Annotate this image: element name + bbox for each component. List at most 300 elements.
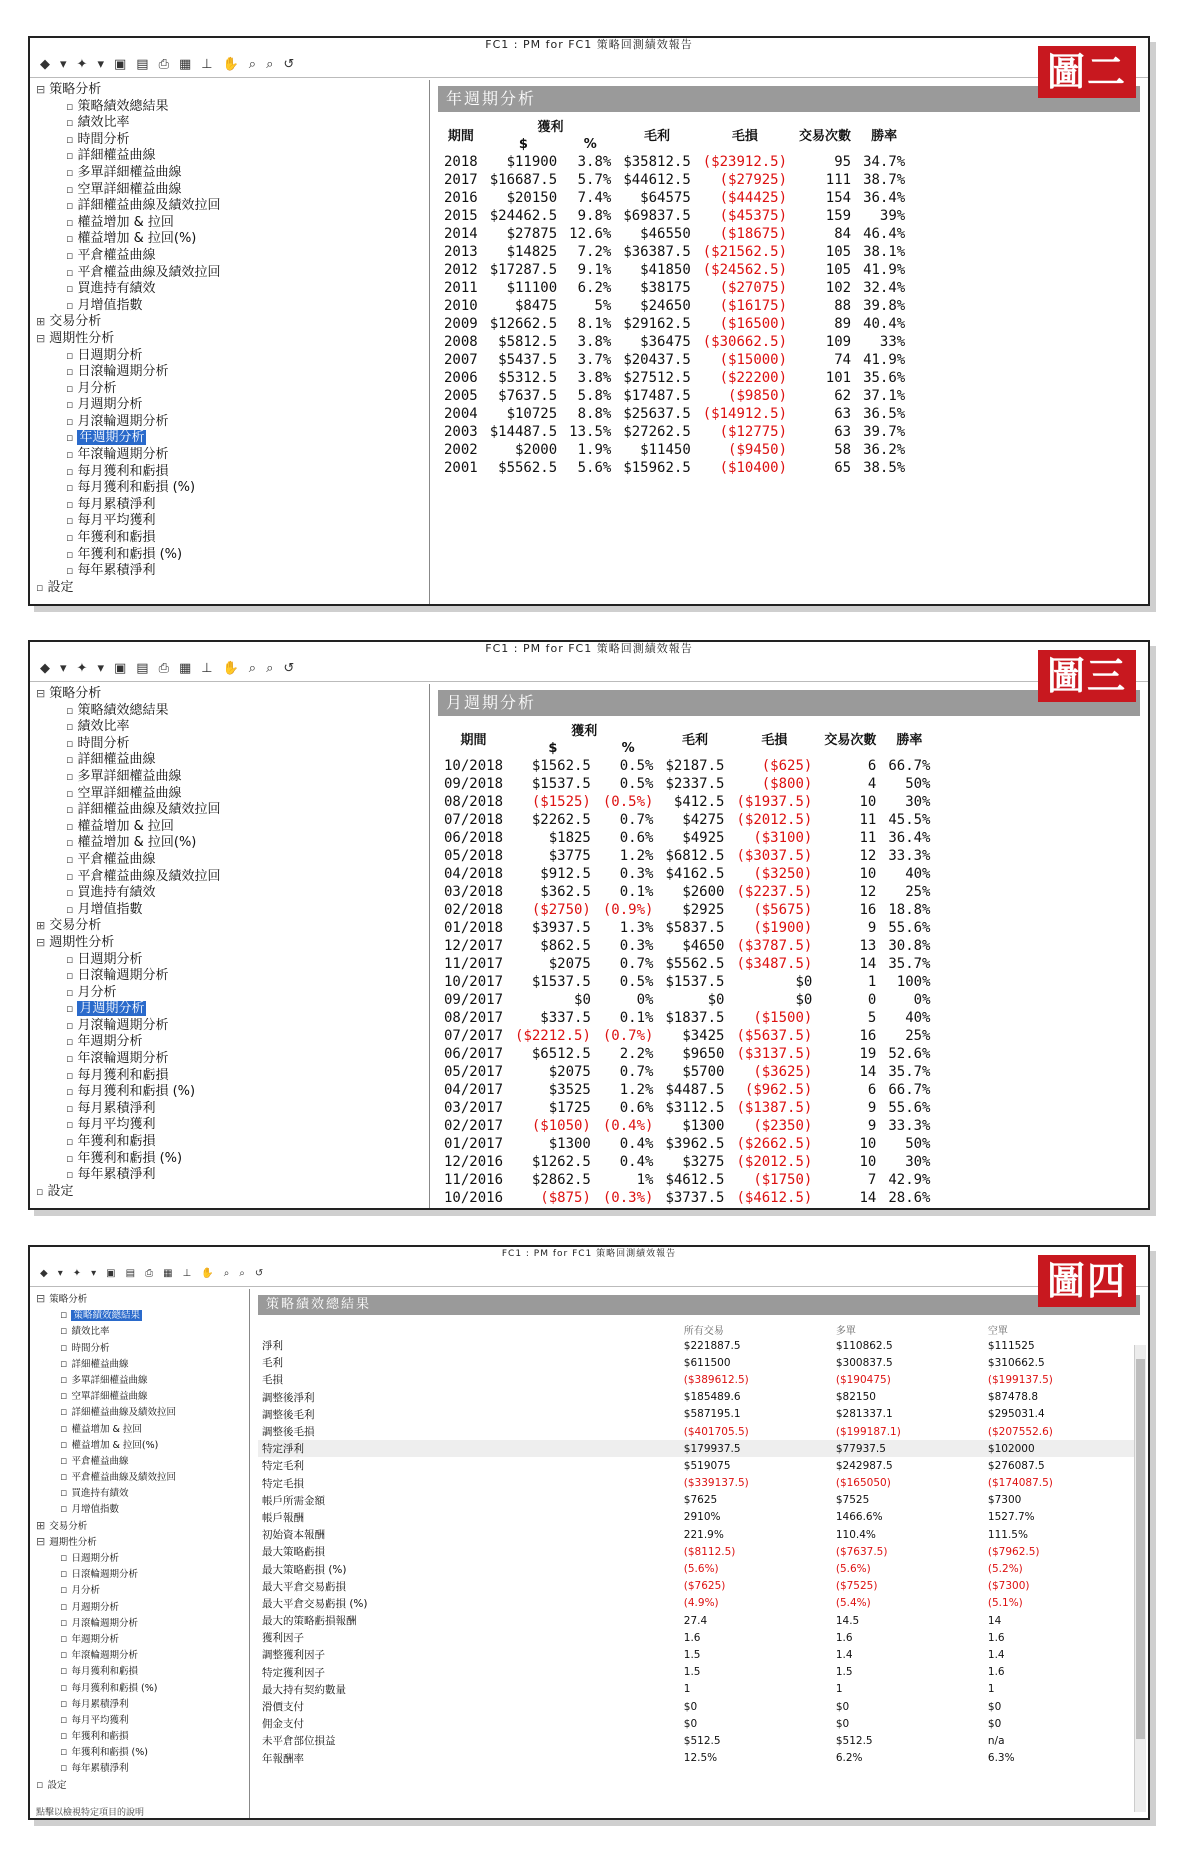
report-icon: ▫: [66, 703, 74, 717]
split-icon[interactable]: ⊥: [201, 57, 213, 72]
tree-node[interactable]: [36, 1534, 249, 1550]
tree-node[interactable]: [36, 348, 429, 365]
panel-title: 年週期分析: [438, 86, 1140, 112]
cell-trades: 58: [834, 442, 852, 458]
cell-pct: 0.3%: [619, 938, 654, 954]
tree-node-label: 年滾輪週期分析: [77, 1051, 169, 1067]
tree-node[interactable]: [36, 82, 429, 99]
expand-icon: ⊞: [36, 315, 46, 329]
table-row: [438, 333, 911, 351]
tree-node-label: 平倉權益曲線: [77, 247, 156, 263]
tree-node[interactable]: [36, 1034, 429, 1051]
tree-node-label: 每月累積淨利: [71, 1698, 129, 1710]
report-icon: ▫: [66, 381, 74, 395]
cell-win-rate: 36.4%: [863, 190, 906, 206]
report-window-yearly: [28, 36, 1150, 606]
tree-node[interactable]: [36, 1151, 429, 1168]
tree-node-label: 詳細權益曲線及績效拉回: [77, 198, 221, 214]
tree-node[interactable]: [36, 248, 429, 265]
cell-pct: 8.1%: [577, 316, 612, 332]
tree-node[interactable]: [36, 182, 429, 199]
tree-node[interactable]: [36, 1437, 249, 1453]
period-table: [438, 116, 911, 477]
split-icon[interactable]: ⊥: [182, 1268, 192, 1279]
tree-node-label: 年滾輪週期分析: [77, 447, 169, 463]
report-icon: ▫: [66, 769, 74, 783]
table-row: [438, 757, 937, 775]
tree-node[interactable]: [36, 835, 429, 852]
cell-pct: 1.2%: [619, 848, 654, 864]
cell-period: 05/2017: [444, 1064, 504, 1080]
tree-node[interactable]: [36, 1680, 249, 1696]
report-icon: ▫: [66, 1151, 74, 1165]
tree-node-label: 策略分析: [49, 686, 102, 701]
tree-node[interactable]: [36, 686, 429, 703]
cell-gross-profit: $5700: [682, 1064, 725, 1080]
tree-node[interactable]: [36, 298, 429, 315]
tree-node[interactable]: [36, 802, 429, 819]
tree-node[interactable]: [36, 1184, 429, 1201]
zoom-out-icon[interactable]: ⌕: [266, 57, 274, 72]
cell-pct: 0.4%: [619, 1136, 654, 1152]
cell-trades: 89: [834, 316, 852, 332]
report-icon: ▫: [66, 1085, 74, 1099]
tree-node[interactable]: [36, 918, 429, 935]
metric-label: 調整後毛損: [262, 1426, 315, 1439]
dropdown-icon[interactable]: ▾: [97, 57, 104, 72]
tree-node[interactable]: [36, 1599, 249, 1615]
refresh-icon[interactable]: ↺: [283, 661, 295, 676]
tree-node[interactable]: [36, 968, 429, 985]
back-icon[interactable]: ◆: [40, 1268, 48, 1279]
column-header: 所有交易: [683, 1325, 724, 1337]
tree-node[interactable]: [36, 148, 429, 165]
cell-gross-profit: $4650: [682, 938, 725, 954]
expand-icon: ▫: [36, 1777, 44, 1791]
cell-period: 2010: [444, 298, 478, 314]
tree-node[interactable]: [36, 231, 429, 248]
toolbar: [30, 1261, 1148, 1287]
tree-node[interactable]: [36, 1469, 249, 1485]
hand-icon[interactable]: ✋: [222, 57, 239, 72]
tree-node-label: 月週期分析: [77, 397, 143, 413]
tree-node[interactable]: [36, 1760, 249, 1776]
tree-node[interactable]: [36, 165, 429, 182]
tree-node[interactable]: [36, 1615, 249, 1631]
tree-node[interactable]: [36, 265, 429, 282]
export-icon[interactable]: ▦: [178, 661, 192, 676]
report-icon: ▫: [66, 265, 74, 279]
metric-value: (5.6%): [683, 1563, 719, 1576]
report-icon: ▫: [66, 431, 74, 445]
report-icon: ▫: [66, 1068, 74, 1082]
copy-icon[interactable]: ▤: [136, 57, 149, 72]
cell-period: 08/2017: [444, 1010, 504, 1026]
forward-icon[interactable]: ✦: [72, 1268, 82, 1279]
tree-node-label: 設定: [47, 1183, 74, 1199]
cell-gross-profit: $3737.5: [665, 1190, 725, 1206]
tree-node[interactable]: [36, 1744, 249, 1760]
tree-node[interactable]: [36, 580, 429, 597]
tree-node[interactable]: [36, 703, 429, 720]
tree-node[interactable]: [36, 497, 429, 514]
tree-node[interactable]: [36, 563, 429, 580]
tree-node[interactable]: [36, 1485, 249, 1501]
tree-node[interactable]: [36, 198, 429, 215]
back-icon[interactable]: ◆: [40, 57, 50, 72]
tree-node[interactable]: [36, 364, 429, 381]
cell-win-rate: 41.9%: [863, 352, 906, 368]
cell-trades: 84: [834, 226, 852, 242]
tree-node[interactable]: [36, 1084, 429, 1101]
metric-value: 1.4: [835, 1648, 853, 1661]
table-row: [438, 865, 937, 883]
cell-trades: 63: [834, 406, 852, 422]
tree-node[interactable]: [36, 786, 429, 803]
forward-icon[interactable]: ✦: [76, 57, 88, 72]
tree-node[interactable]: [36, 1518, 249, 1534]
tree-node[interactable]: [36, 115, 429, 132]
cell-gross-profit: $17487.5: [623, 388, 691, 404]
metric-value: 1.6: [683, 1631, 701, 1644]
tree-node[interactable]: [36, 1068, 429, 1085]
tree-node[interactable]: [36, 215, 429, 232]
tree-node[interactable]: [36, 736, 429, 753]
summary-row: [258, 1698, 1140, 1715]
summary-row: [258, 1560, 1140, 1577]
cell-gross-loss: ($962.5): [744, 1082, 813, 1098]
tree-node[interactable]: [36, 381, 429, 398]
tree-node[interactable]: [36, 1566, 249, 1582]
cell-gross-loss: ($9850): [728, 388, 788, 404]
cell-win-rate: 40%: [905, 1010, 931, 1026]
tree-node-label: 月滾輪週期分析: [77, 1017, 169, 1033]
dropdown-icon[interactable]: ▾: [60, 57, 67, 72]
tree-node[interactable]: [36, 1323, 249, 1339]
cell-gross-profit: $6812.5: [665, 848, 725, 864]
back-icon[interactable]: ◆: [40, 661, 50, 676]
cell-win-rate: 34.7%: [863, 154, 906, 170]
report-icon: ▫: [60, 1648, 68, 1662]
tree-node[interactable]: [36, 513, 429, 530]
tree-node[interactable]: [36, 1356, 249, 1372]
metric-value: $281337.1: [835, 1408, 893, 1421]
copy-icon[interactable]: ▤: [125, 1268, 136, 1279]
cell-trades: 12: [859, 848, 877, 864]
print-icon[interactable]: ⎙: [158, 57, 169, 72]
tree-node[interactable]: [36, 430, 429, 447]
cell-profit: $912.5: [540, 866, 591, 882]
print-icon[interactable]: ⎙: [158, 661, 169, 676]
cell-pct: 5%: [594, 298, 612, 314]
tree-node[interactable]: [36, 985, 429, 1002]
print-icon[interactable]: ⎙: [145, 1268, 154, 1279]
vertical-scrollbar[interactable]: [1134, 1345, 1146, 1812]
cell-gross-loss: ($1937.5): [736, 794, 813, 810]
metric-value: $102000: [988, 1440, 1140, 1457]
cell-period: 07/2018: [444, 812, 504, 828]
tree-node[interactable]: [36, 1167, 429, 1184]
cell-pct: 2.2%: [619, 1046, 654, 1062]
cell-profit: $8475: [515, 298, 558, 314]
report-icon: ▫: [60, 1551, 68, 1564]
metric-value: 1.5: [683, 1648, 701, 1661]
tree-node[interactable]: [36, 1117, 429, 1134]
tree-node[interactable]: [36, 414, 429, 431]
tree-node[interactable]: [36, 1291, 249, 1307]
export-icon[interactable]: ▦: [178, 57, 192, 72]
export-icon[interactable]: ▦: [163, 1268, 173, 1279]
tree-node-label: 每年累積淨利: [77, 1167, 156, 1183]
cell-period: 10/2016: [444, 1190, 504, 1206]
metric-value: $587195.1: [683, 1408, 741, 1421]
tree-node-label: 每月平均獲利: [77, 1117, 156, 1133]
tree-node[interactable]: [36, 281, 429, 298]
table-row: [438, 297, 911, 315]
report-icon: ▫: [66, 481, 74, 495]
tree-node[interactable]: [36, 1388, 249, 1404]
tree-node-label: 空單詳細權益曲線: [77, 181, 182, 197]
tree-node[interactable]: [36, 935, 429, 952]
cell-period: 2001: [444, 460, 478, 476]
cell-period: 06/2018: [444, 830, 504, 846]
split-icon[interactable]: ⊥: [201, 661, 213, 676]
cell-period: 11/2017: [444, 956, 504, 972]
cell-period: 2009: [444, 316, 478, 332]
cell-profit: ($1525): [531, 794, 591, 810]
tree-node[interactable]: [36, 819, 429, 836]
tree-node[interactable]: [36, 1307, 249, 1323]
tree-node-label: 年獲利和虧損 (%): [77, 1150, 183, 1166]
forward-icon[interactable]: ✦: [76, 661, 88, 676]
tree-node[interactable]: [36, 769, 429, 786]
summary-row: [258, 1681, 1140, 1698]
cell-win-rate: 39%: [879, 208, 906, 224]
report-icon: ▫: [66, 298, 74, 312]
dropdown-icon[interactable]: ▾: [97, 661, 104, 676]
metric-value: $185489.6: [683, 1391, 741, 1404]
cell-gross-loss: ($44425): [719, 190, 788, 206]
report-panel: [430, 80, 1148, 604]
tree-node[interactable]: [36, 464, 429, 481]
tree-node-label: 月滾輪週期分析: [77, 413, 169, 429]
summary-row: [258, 1715, 1140, 1732]
save-icon[interactable]: ▣: [113, 661, 127, 676]
report-icon: ▫: [60, 1761, 68, 1775]
metric-value: ($7525): [835, 1580, 878, 1593]
metric-value: 111.5%: [987, 1528, 1028, 1541]
cell-profit: $2262.5: [531, 812, 591, 828]
cell-win-rate: 30%: [905, 1154, 931, 1170]
cell-gross-loss: ($16175): [719, 298, 788, 314]
report-icon: ▫: [60, 1308, 68, 1322]
metric-label: 最大平倉交易虧損 (%): [262, 1597, 368, 1610]
cell-gross-loss: ($3100): [753, 830, 813, 846]
zoom-out-icon[interactable]: ⌕: [266, 661, 274, 676]
save-icon[interactable]: ▣: [113, 57, 127, 72]
tree-node[interactable]: [36, 1001, 429, 1018]
report-icon: ▫: [60, 1389, 68, 1403]
refresh-icon[interactable]: ↺: [254, 1268, 264, 1279]
tree-node[interactable]: [36, 1340, 249, 1356]
save-icon[interactable]: ▣: [106, 1268, 116, 1279]
hand-icon[interactable]: ✋: [201, 1268, 214, 1279]
cell-win-rate: 52.6%: [888, 1046, 931, 1062]
tree-node-label: 每月累積淨利: [77, 1100, 156, 1116]
period-table: [438, 720, 937, 1207]
tree-node[interactable]: [36, 1663, 249, 1679]
zoom-in-icon[interactable]: ⌕: [223, 1268, 230, 1279]
zoom-out-icon[interactable]: ⌕: [239, 1268, 245, 1279]
cell-gross-profit: $2600: [682, 884, 725, 900]
tree-node-label: 日滾輪週期分析: [77, 968, 169, 984]
table-row: [438, 279, 911, 297]
tree-node[interactable]: [36, 952, 429, 969]
tree-node[interactable]: [36, 1501, 249, 1517]
tree-node[interactable]: [36, 447, 429, 464]
report-icon: ▫: [60, 1567, 68, 1581]
report-icon: ▫: [66, 531, 74, 545]
report-icon: ▫: [66, 398, 74, 412]
tree-node-label: 交易分析: [49, 314, 102, 330]
cell-pct: 8.8%: [577, 406, 612, 422]
tree-node[interactable]: [36, 1728, 249, 1744]
table-row: [438, 1171, 937, 1189]
tree-node[interactable]: [36, 885, 429, 902]
refresh-icon[interactable]: ↺: [283, 57, 295, 72]
tree-node-label: 每月獲利和虧損 (%): [77, 1084, 196, 1100]
cell-pct: 9.8%: [577, 208, 612, 224]
summary-row: [258, 1543, 1140, 1560]
tree-node[interactable]: [36, 1582, 249, 1598]
table-row: [438, 225, 911, 243]
cell-gross-loss: ($22200): [719, 370, 788, 386]
tree-node[interactable]: [36, 547, 429, 564]
cell-trades: 95: [834, 154, 852, 170]
metric-value: $611500: [683, 1356, 731, 1369]
tree-node[interactable]: [36, 869, 429, 886]
cell-gross-loss: ($10400): [719, 460, 788, 476]
cell-gross-loss: ($3487.5): [736, 956, 813, 972]
metric-label: 最大平倉交易虧損: [262, 1580, 346, 1593]
tree-node[interactable]: [36, 132, 429, 149]
metric-label: 初始資本報酬: [262, 1529, 325, 1542]
tree-node[interactable]: [36, 1550, 249, 1566]
hand-icon[interactable]: ✋: [222, 661, 239, 676]
report-icon: ▫: [66, 414, 74, 428]
dropdown-icon[interactable]: ▾: [91, 1268, 97, 1279]
window-title: FC1 : PM for FC1 策略回測績效報告: [485, 38, 693, 51]
tree-node[interactable]: [36, 1453, 249, 1469]
metric-value: $7525: [835, 1494, 870, 1507]
report-icon: ▫: [66, 99, 74, 113]
cell-pct: 0.3%: [619, 866, 654, 882]
report-icon: ▫: [60, 1372, 68, 1386]
tree-node[interactable]: [36, 1647, 249, 1663]
tree-node[interactable]: [36, 397, 429, 414]
cell-gross-loss: ($21562.5): [702, 244, 788, 260]
cell-pct: 12.6%: [569, 226, 612, 242]
report-icon: ▫: [60, 1664, 68, 1678]
tree-node[interactable]: [36, 1372, 249, 1388]
cell-gross-loss: $0: [795, 992, 813, 1008]
tree-node-label: 年獲利和虧損 (%): [71, 1747, 148, 1759]
tree-node[interactable]: [36, 1712, 249, 1728]
tree-node-label: 每年累積淨利: [71, 1763, 129, 1775]
cell-gross-profit: $27512.5: [623, 370, 691, 386]
tree-node[interactable]: [36, 1404, 249, 1420]
tree-node[interactable]: [36, 530, 429, 547]
tree-node[interactable]: [36, 331, 429, 348]
cell-win-rate: 55.6%: [888, 920, 931, 936]
dropdown-icon[interactable]: ▾: [60, 661, 67, 676]
metric-label: 淨利: [262, 1340, 283, 1353]
cell-win-rate: 38.1%: [863, 244, 906, 260]
tree-node[interactable]: [36, 480, 429, 497]
summary-row: [258, 1337, 1140, 1354]
zoom-in-icon[interactable]: ⌕: [248, 57, 257, 72]
cell-trades: 109: [825, 334, 852, 350]
cell-trades: 9: [867, 1100, 877, 1116]
tree-node[interactable]: [36, 852, 429, 869]
tree-node[interactable]: [36, 1101, 429, 1118]
tree-node-label: 多單詳細權益曲線: [77, 768, 182, 784]
tree-node-label: 月滾輪週期分析: [71, 1617, 138, 1629]
tree-node-label: 每月獲利和虧損 (%): [77, 480, 196, 496]
cell-profit: $337.5: [540, 1010, 591, 1026]
tree-node-label: 策略分析: [49, 82, 102, 97]
tree-node[interactable]: [36, 314, 429, 331]
cell-profit: $0: [574, 992, 591, 1008]
cell-trades: 154: [825, 190, 852, 206]
cell-trades: 5: [867, 1010, 877, 1026]
report-icon: ▫: [66, 869, 74, 883]
cell-gross-loss: ($15000): [719, 352, 788, 368]
cell-win-rate: 39.8%: [863, 298, 906, 314]
tree-node[interactable]: [36, 1696, 249, 1712]
tree-node[interactable]: [36, 99, 429, 116]
tree-node[interactable]: [36, 1051, 429, 1068]
tree-node[interactable]: [36, 1018, 429, 1035]
cell-period: 08/2018: [444, 794, 504, 810]
tree-node[interactable]: [36, 1134, 429, 1151]
cell-trades: 105: [825, 262, 852, 278]
cell-trades: 14: [859, 956, 877, 972]
table-row: [438, 1045, 937, 1063]
metric-label: 未平倉部位損益: [262, 1735, 336, 1748]
cell-period: 2013: [444, 244, 478, 260]
zoom-in-icon[interactable]: ⌕: [248, 661, 257, 676]
cell-trades: 88: [834, 298, 852, 314]
table-row: [438, 153, 911, 171]
tree-node[interactable]: [36, 1421, 249, 1437]
copy-icon[interactable]: ▤: [136, 661, 149, 676]
cell-gross-profit: $46550: [640, 226, 691, 242]
cell-period: 12/2017: [444, 938, 504, 954]
cell-trades: 13: [859, 938, 877, 954]
report-icon: ▫: [60, 1583, 68, 1597]
metric-value: $87478.8: [987, 1391, 1039, 1404]
scroll-thumb[interactable]: [1136, 1359, 1145, 1739]
tree-node[interactable]: [36, 1631, 249, 1647]
tree-node[interactable]: [36, 1777, 249, 1793]
tree-node[interactable]: [36, 752, 429, 769]
metric-value: $300837.5: [835, 1356, 893, 1369]
dropdown-icon[interactable]: ▾: [57, 1268, 63, 1279]
tree-node[interactable]: [36, 719, 429, 736]
cell-trades: 16: [859, 902, 877, 918]
tree-node[interactable]: [36, 902, 429, 919]
